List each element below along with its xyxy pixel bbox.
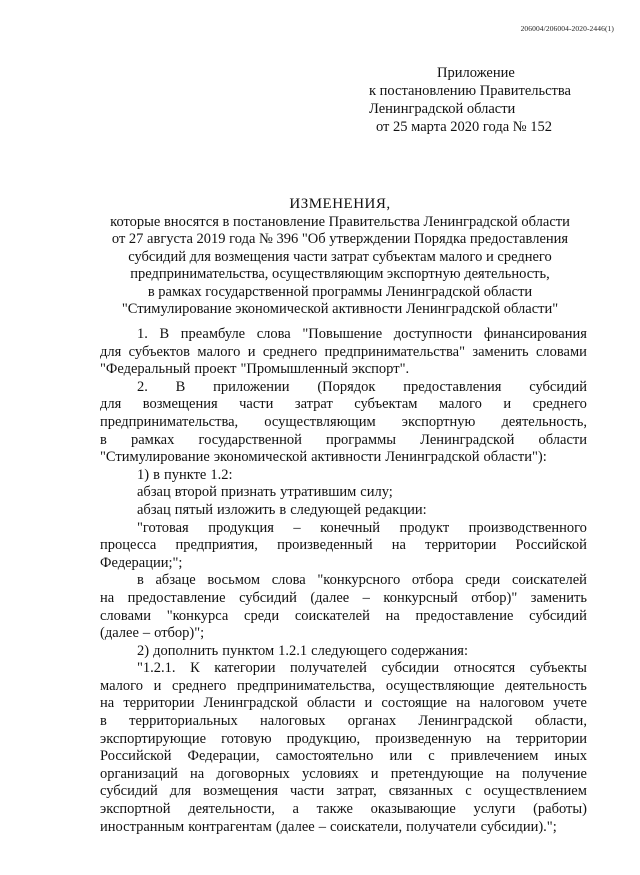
title-line: предпринимательства, осуществляющим экспортную деятельность,: [130, 266, 550, 282]
appendix-line-date: от 25 марта 2020 года № 152: [376, 119, 552, 135]
body-line: на предоставление субсидий (далее – конкурсный отбор)" заменить: [100, 589, 587, 606]
body-line: в рамках государственной программы Ленинградской области: [100, 431, 587, 448]
title-line: которые вносятся в постановление Правительства Ленинградской области: [110, 213, 570, 230]
body-line: для возмещения части затрат субъектам малого и среднего: [100, 396, 587, 413]
body-line: 2. В приложении (Порядок предоставления субсидий: [137, 378, 587, 395]
body-line: в территориальных налоговых органах Ленинградской области,: [100, 713, 587, 730]
body-line: на территории Ленинградской области и состоящие на налоговом учете: [100, 695, 587, 712]
body-line: абзац второй признать утратившим силу;: [137, 484, 393, 501]
body-line: для субъектов малого и среднего предпринимательства" заменить словами: [100, 343, 587, 360]
body-line: предпринимательства, осуществляющим экспортную деятельность,: [100, 413, 587, 430]
body-line: Российской Федерации, самостоятельно или с привлечением иных: [100, 748, 587, 765]
body-line: 2) дополнить пунктом 1.2.1 следующего содержания:: [137, 642, 469, 659]
body-line: "1.2.1. К категории получателей субсидии относятся субъекты: [137, 660, 587, 677]
body-line: организаций на договорных условиях и претендующие на получение: [100, 765, 587, 782]
body-line: субсидий для возмещения части затрат, связанных с осуществлением: [100, 783, 587, 800]
body-line: в абзаце восьмом слова "конкурсного отбора среди соискателей: [137, 572, 587, 589]
title-line: "Стимулирование экономической активности Ленинградской области": [121, 301, 559, 317]
appendix-title: Приложение: [437, 65, 515, 81]
body-line: словами "конкурса среди соискателей на предоставление субсидий: [100, 607, 587, 624]
document-title-block: [90, 196, 590, 319]
body-line: 1) в пункте 1.2:: [137, 466, 233, 483]
body-line: процесса предприятия, произведенный на территории Российской: [100, 537, 587, 554]
body-line: 1. В преамбуле слова "Повышение доступности финансирования: [137, 326, 587, 342]
body-line: "Стимулирование экономической активности Ленинградской области"):: [100, 449, 547, 466]
body-line: "Федеральный проект "Промышленный экспорт".: [100, 361, 410, 378]
body-line: экспортной деятельности, а также оказывающие услуги (работы): [100, 801, 587, 818]
appendix-line-resolution: к постановлению Правительства: [369, 83, 571, 99]
title-line: от 27 августа 2019 года № 396 "Об утверждении Порядка предоставления: [111, 231, 569, 247]
appendix-line-region: Ленинградской области: [369, 101, 516, 117]
body-line: иностранным контрагентам (далее – соискатели, получатели субсидии).";: [100, 818, 557, 835]
body-line: малого и среднего предпринимательства, осуществляющие деятельность: [100, 677, 587, 694]
body-line: Федерации;";: [100, 554, 183, 571]
appendix-header: [364, 64, 624, 136]
document-id: 206004/206004-2020-2446(1): [520, 24, 614, 33]
body-line: (далее – отбор)";: [100, 625, 205, 642]
body-line: "готовая продукция – конечный продукт производственного: [137, 519, 587, 536]
body-line: экспортирующие готовую продукцию, произведенную на территории: [100, 730, 587, 747]
title-line: субсидий для возмещения части затрат субъектам малого и среднего: [128, 248, 552, 265]
title-line: в рамках государственной программы Ленинградской области: [147, 283, 533, 300]
body-line: абзац пятый изложить в следующей редакции:: [137, 501, 427, 518]
document-heading: ИЗМЕНЕНИЯ,: [289, 196, 391, 212]
document-body: [100, 326, 587, 836]
